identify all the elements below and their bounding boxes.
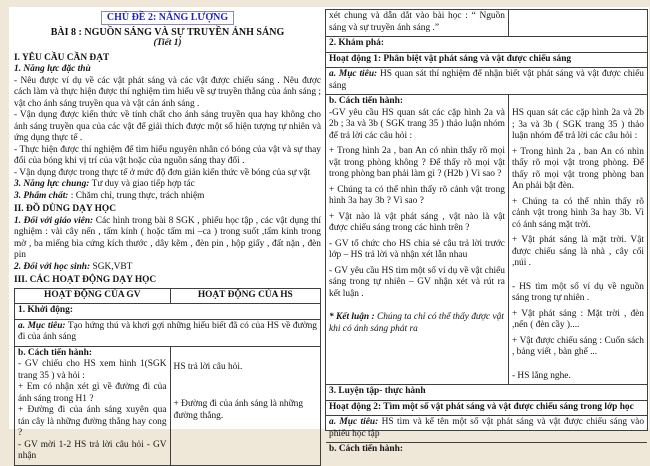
muc-tieu-1-text: HS quan sát thí nghiệm để nhận biết vật phát sáng và vật được chiếu sáng xyxy=(329,69,644,91)
content-row xyxy=(326,94,647,384)
muc-tieu-line xyxy=(15,320,320,346)
hoat-dong-2-heading: Hoạt động 2: Tìm một số vật phát sáng và vật được chiếu sáng trong lớp học xyxy=(329,401,634,412)
carryover-row xyxy=(326,10,647,36)
gv-paragraph: + Em có nhận xét gì về đường đi của ánh sáng trong H1 ? xyxy=(18,382,167,404)
gv-paragraph: + Chúng ta có thể nhìn thấy rõ cảnh vật trong hình 3a hay 3b ? Vì sao ? xyxy=(329,184,505,206)
gv-paragraph: -GV yêu cầu HS quan sát các cặp hình 2a và 2b ; 3a và 3b ( SGK trang 35 ) thảo luận nhóm để trả lời các câu hỏi : xyxy=(329,107,505,141)
muc-tieu-1-line xyxy=(326,68,647,94)
section-2-heading: II. ĐỒ DÙNG DẠY HỌC xyxy=(14,204,116,214)
muc-tieu-row xyxy=(15,319,320,346)
gv-cell xyxy=(326,95,509,384)
activities-table-right xyxy=(325,9,648,454)
gv-paragraph: - GV mời 1-2 HS trả lời câu hỏi - GV nhận xyxy=(18,439,167,461)
topic-heading: CHỦ ĐỀ 2: NĂNG LƯỢNG xyxy=(101,11,234,25)
muc-tieu-2-label: a. Mục tiêu: xyxy=(329,417,379,427)
muc-tieu-label: a. Mục tiêu: xyxy=(18,320,66,331)
materials-hs-label: 2. Đối với học sinh: xyxy=(14,261,91,272)
lesson-subtitle: (Tiết 1) xyxy=(153,38,182,48)
hs-paragraph: - HS tìm một số ví dụ về nguồn sáng trong tự nhiên . xyxy=(511,281,644,303)
ket-luan-text: Chúng ta chỉ có thể thấy được vật khi có ánh sáng phát ra xyxy=(329,312,504,334)
hs-paragraph: + Trong hình 2a , ban An có nhìn thấy rõ mọi vật trong phòng. Để thấy rõ mọi vật trong phòng ban An phải bật đèn. xyxy=(511,146,644,191)
table-header-gv: HOẠT ĐỘNG CỦA GV xyxy=(15,289,171,304)
empty-cell xyxy=(509,10,647,36)
cach-tien-hanh-2-row xyxy=(326,442,647,458)
section-3-heading: III. CÁC HOẠT ĐỘNG DẠY HỌC xyxy=(14,275,157,285)
materials-hs-text: SGK,VBT xyxy=(90,261,133,272)
table-header-hs: HOẠT ĐỘNG CỦA HS xyxy=(197,289,293,300)
gv-paragraph: - GV chiếu cho HS xem hình 1(SGK trang 35 ) và hỏi : xyxy=(18,359,167,381)
kham-pha-row xyxy=(326,36,647,52)
muc-tieu-2-text: HS tìm và kể tên một số vật phát sáng và vật được chiếu sáng vào phiếu học tập xyxy=(329,417,645,439)
subsection-nang-luc-dac-thu: 1. Năng lực đặc thù xyxy=(14,64,91,74)
hs-paragraph: + Đường đi của ánh sáng là những đường thẳng. xyxy=(173,399,304,421)
nang-luc-chung-text: Tư duy và giao tiếp hợp tác xyxy=(89,179,195,189)
cach-tien-hanh-1-heading: b. Cách tiến hành: xyxy=(329,96,403,106)
materials-gv-label: 1. Đối với giáo viên: xyxy=(14,215,94,226)
muc-tieu-1-label: a. Mục tiêu: xyxy=(329,69,378,79)
requirement-paragraph-4: - Vận dụng được trong thực tế ở mức độ đơn giản kiến thức về bóng của sự vật xyxy=(14,167,311,178)
gv-paragraph: + Trong hình 2a , ban An có nhìn thấy rõ mọi vật trong phòng không ? Để thấy rõ mọi vật trong phòng ban phải làm gì ? (H2b ) Vì sao ? xyxy=(329,146,505,179)
gv-paragraph: + Vật nào là vật phát sáng , vật nào là vật được chiếu sáng trong các hình trên ? xyxy=(329,211,505,233)
gv-paragraph: - GV yêu cầu HS tìm một số ví dụ về vật chiếu sáng trong tự nhiên – GV nhận xét và rút ra kết luận . xyxy=(329,265,505,299)
luyen-tap-heading: 3. Luyện tập- thực hành xyxy=(329,386,426,396)
cach-tien-hanh-2-heading: b. Cách tiến hành: xyxy=(329,444,403,454)
left-column xyxy=(14,11,321,466)
table-header-row xyxy=(15,289,320,304)
requirement-paragraph-2: - Vận dụng được kiến thức về tính chất cho ánh sáng truyền qua hay không cho ánh sáng truyền qua của các vật để giải thích được một số hiện tượng tự nhiên và ứng dụng thực tế . xyxy=(14,110,321,143)
gv-cell xyxy=(15,347,171,465)
requirement-paragraph-3: - Thực hiện được thí nghiệm để tìm hiểu nguyên nhân có bóng của vật và sự thay đổi của bóng khi vị trí của vật hoặc của nguồn sáng thay đổi . xyxy=(14,144,321,166)
hs-listen-text: - HS lắng nghe. xyxy=(511,370,571,381)
nang-luc-chung-line xyxy=(14,179,321,191)
khoi-dong-row xyxy=(15,303,320,319)
materials-gv-text: Các hình trong bài 8 SGK , phiếu học tập , các vật dụng thí nghiệm : vài cây nến , tấm kính ( hoặc tấm mi –ca ) trong suốt ,tấm kính trong mờ , ba miếng bìa cứng kích thước , dây kẽm , đèn pin , hộp giấy , đất nặn , đèn pin xyxy=(14,215,321,260)
hs-paragraph: + Vật phát sáng là mặt trời. Vật được chiếu sáng là nhà , cây cối ,núi . xyxy=(511,235,644,268)
nang-luc-chung-label: 3. Năng lực chung: xyxy=(14,179,90,189)
hs-paragraph: + Chúng ta có thể nhìn thấy rõ cảnh vật trong hình 3a hay 3b. Vì có ánh sáng mặt trời. xyxy=(511,196,644,230)
lesson-title: BÀI 8 : NGUỒN SÁNG VÀ SỰ TRUYỀN ÁNH SÁNG xyxy=(50,26,285,38)
hs-paragraph: + Vật được chiếu sáng : Cuốn sách , bảng viết , bàn ghế ... xyxy=(511,335,644,357)
muc-tieu-1-row xyxy=(326,67,647,94)
ket-luan-label: * Kết luận : xyxy=(329,312,375,322)
hs-paragraph: HS quan sát các cặp hình 2a và 2b ; 3a và 3b ( SGK trang 35 ) thảo luận nhóm để trả lời các câu hỏi : xyxy=(511,108,644,141)
content-row xyxy=(15,346,320,465)
luyen-tap-row xyxy=(326,384,647,400)
kham-pha-heading: 2. Khám phá: xyxy=(329,38,384,48)
khoi-dong-heading: 1. Khởi động: xyxy=(18,305,73,315)
document-page xyxy=(9,7,649,461)
gv-paragraph: + Đường đi của ánh sáng xuyên qua tán cây là những đường thẳng hay cong ? xyxy=(18,405,167,438)
carryover-cell xyxy=(326,10,509,36)
hoat-dong-1-heading: Hoạt động 1: Phân biệt vật phát sáng và vật được chiếu sáng xyxy=(329,53,572,64)
gv-paragraph: - GV tổ chức cho HS chia sẻ câu trả lời trước lớp – HS trả lời và nhận xét lẫn nhau xyxy=(329,238,505,260)
hoat-dong-2-row xyxy=(326,400,647,416)
ket-luan-line xyxy=(329,312,505,335)
pham-chat-line xyxy=(14,191,321,203)
muc-tieu-2-line xyxy=(326,416,647,442)
section-1-heading: I. YÊU CẦU CẦN ĐẠT xyxy=(14,52,110,63)
materials-gv-line xyxy=(14,216,321,262)
pham-chat-text: : Chăm chỉ, trung thực, trách nhiệm xyxy=(68,190,205,201)
topic-heading-row xyxy=(14,11,321,25)
materials-hs-line xyxy=(14,262,321,274)
activities-table-left xyxy=(14,288,321,466)
cach-tien-hanh-heading: b. Cách tiến hành: xyxy=(18,347,92,358)
carryover-text: xét chung và dẫn dắt vào bài học : “ Nguồn sáng và sự truyền ánh sáng .” xyxy=(329,11,505,33)
muc-tieu-text: Tạo hứng thú và khơi gợi những hiểu biết đã có của HS về đường đi của ánh sáng xyxy=(18,320,317,342)
hs-paragraph: HS trả lời câu hỏi. xyxy=(173,361,243,372)
hs-paragraph: + Vật phát sáng : Mặt trời , đèn ,nến ( đèn cầy ).... xyxy=(511,308,644,330)
hs-cell xyxy=(171,347,320,465)
requirement-paragraph-1: - Nêu được ví dụ về các vật phát sáng và các vật được chiếu sáng . Nêu được cách làm và thực hiện được thí nghiệm tìm hiểu về sự truyền thẳng của ánh sáng ; vật cho ánh sáng truyền qua và vật cản ánh sáng . xyxy=(14,75,321,109)
hs-cell xyxy=(509,95,647,384)
hoat-dong-1-row xyxy=(326,52,647,68)
pham-chat-label: 3. Phẩm chất: xyxy=(14,190,69,201)
